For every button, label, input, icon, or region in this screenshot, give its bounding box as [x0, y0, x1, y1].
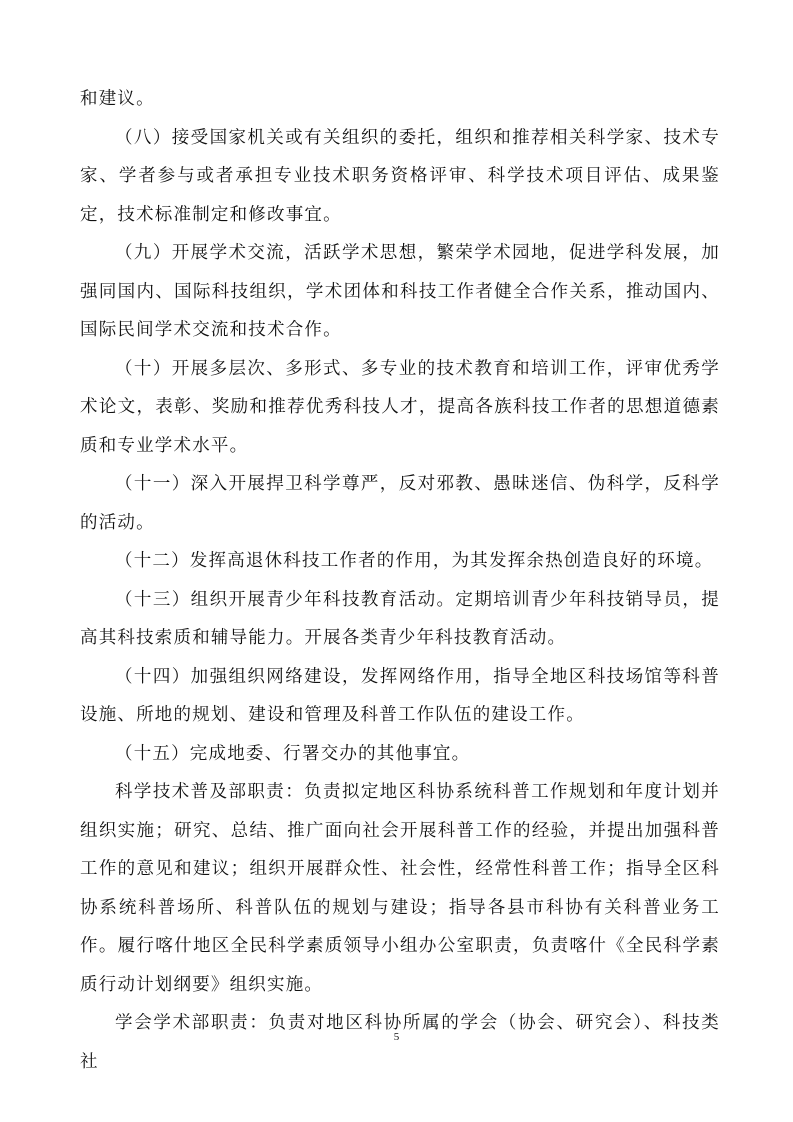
- paragraph-item-13: （十三）组织开展青少年科技教育活动。定期培训青少年科技销导员，提高其科技索质和辅导能力。开展各类青少年科技教育活动。: [80, 589, 720, 648]
- paragraph-item-9: （九）开展学术交流，活跃学术思想，繁荣学术园地，促进学科发展，加强同国内、国际科技组织，学术团体和科技工作者健全合作关系，推动国内、国际民间学术交流和技术合作。: [80, 243, 720, 340]
- paragraph-item-11: （十一）深入开展捍卫科学尊严，反对邪教、愚昧迷信、伪科学，反科学的活动。: [80, 474, 720, 533]
- paragraph-item-12: （十二）发挥高退休科技工作者的作用，为其发挥余热创造良好的环境。: [115, 551, 714, 571]
- paragraph-item-15: （十五）完成地委、行署交办的其他事宜。: [115, 743, 471, 764]
- paragraph-item-14: （十四）加强组织网络建设，发挥网络作用，指导全地区科技场馆等科普设施、所地的规划、建设和管理及科普工作队伍的建设工作。: [80, 666, 720, 725]
- document-body: [80, 80, 720, 1081]
- page-number: 5: [393, 1031, 400, 1043]
- paragraph-science-popularization-duties: 科学技术普及部职责：负责拟定地区科协系统科普工作规划和年度计划并组织实施；研究、总结、推广面向社会开展科普工作的经验，并提出加强科普工作的意见和建议；组织开展群众性、社会性，经常性科普工作；指导全区科协系统科普场所、科普队伍的规划与建设；指导各县市科协有关科普业务工作。履行喀什地区全民科学素质领导小组办公室职责，负责喀什《全民科学素质行动计划纲要》组织实施。: [80, 782, 720, 995]
- paragraph-continuation: 和建议。: [80, 89, 155, 109]
- paragraph-item-8: （八）接受国家机关或有关组织的委托，组织和推荐相关科学家、技术专家、学者参与或者承担专业技术职务资格评审、科学技术项目评估、成果鉴定，技术标准制定和修改事宜。: [80, 127, 720, 225]
- paragraph-academic-society-duties: 学会学术部职责：负责对地区科协所属的学会（协会、研究会）、科技类社: [80, 1013, 720, 1072]
- paragraph-item-10: （十）开展多层次、多形式、多专业的技术教育和培训工作，评审优秀学术论文，表彰、奖励和推荐优秀科技人才，提高各族科技工作者的思想道德素质和专业学术水平。: [80, 358, 720, 456]
